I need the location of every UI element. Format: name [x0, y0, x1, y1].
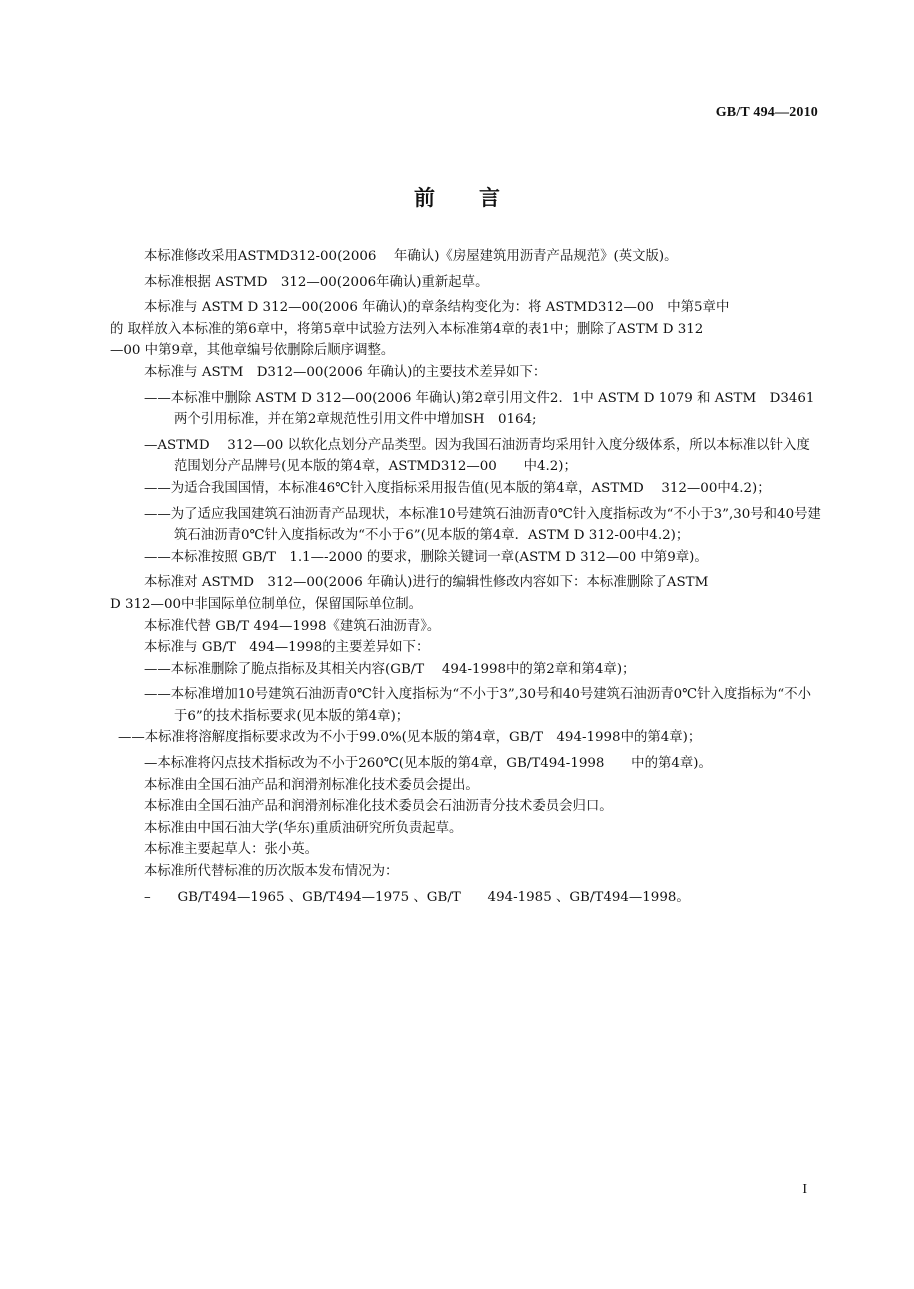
paragraph: 本标准修改采用ASTMD312-00(2006 年确认)《房屋建筑用沥青产品规范》(英文版)。	[144, 249, 678, 264]
list-item: —ASTMD 312—00 以软化点划分产品类型。因为我国石油沥青均采用针入度分级体系，所以本标准以针入度范围划分产品牌号(见本版的第4章，ASTMD312—00 中4.2)；	[144, 437, 810, 475]
paragraph: 本标准与 GB/T 494—1998的主要差异如下：	[144, 640, 430, 656]
standard-code: GB/T 494—2010	[715, 105, 818, 120]
list-item: ——本标准将溶解度指标要求改为不小于99.0%(见本版的第4章，GB/T 494-1998中的第4章)；	[118, 730, 702, 746]
list-item: ——本标准中删除 ASTM D 312—00(2006 年确认)第2章引用文件2．1中 ASTM D 1079 和 ASTM D3461 两个引用标准，并在第2章规范性引用文件中增加SH 0164;	[144, 390, 815, 428]
document-body	[110, 246, 822, 908]
paragraph: 本标准根据 ASTMD 312—00(2006年确认)重新起草。	[144, 274, 489, 290]
list-item: ——为了适应我国建筑石油沥青产品现状，本标准10号建筑石油沥青0℃针入度指标改为“不小于3”,30号和40号建筑石油沥青0℃针入度指标改为“不小于6”(见本版的第4章．ASTM D 312-00中4.2)；	[144, 506, 821, 544]
paragraph: 本标准主要起草人：张小英。	[144, 842, 319, 858]
paragraph: 的 取样放入本标准的第6章中，将第5章中试验方法列入本标准第4章的表1中；删除了ASTM D 312	[110, 321, 704, 337]
list-item: ——本标准删除了脆点指标及其相关内容(GB/T 494-1998中的第2章和第4章)；	[144, 661, 636, 677]
paragraph: 本标准由全国石油产品和润滑剂标准化技术委员会提出。	[144, 777, 479, 793]
list-item: ——为适合我国国情，本标准46℃针入度指标采用报告值(见本版的第4章，ASTMD 312—00中4.2)；	[144, 480, 771, 496]
list-item: —本标准将闪点技术指标改为不小于260℃(见本版的第4章，GB/T494-1998 中的第4章)。	[144, 756, 712, 772]
paragraph: 本标准代替 GB/T 494—1998《建筑石油沥青》。	[144, 618, 441, 634]
page-number: I	[802, 1182, 807, 1197]
paragraph: —00 中第9章，其他章编号依删除后顺序调整。	[110, 343, 395, 359]
list-item: – GB/T494—1965 、GB/T494—1975 、GB/T 494-1985 、GB/T494—1998。	[144, 889, 690, 905]
paragraph: 本标准所代替标准的历次版本发布情况为：	[144, 864, 399, 880]
paragraph: 本标准与 ASTM D312—00(2006 年确认)的主要技术差异如下：	[144, 364, 547, 380]
list-item: ——本标准增加10号建筑石油沥青0℃针入度指标为“不小于3”,30号和40号建筑石油沥青0℃针入度指标为“不小于6”的技术指标要求(见本版的第4章)；	[144, 687, 812, 724]
paragraph: 本标准由中国石油大学(华东)重质油研究所负责起草。	[144, 820, 463, 836]
list-item: ——本标准按照 GB/T 1.1—-2000 的要求，删除关键词一章(ASTM D 312—00 中第9章)。	[144, 549, 708, 565]
paragraph: 本标准与 ASTM D 312—00(2006 年确认)的章条结构变化为：将 ASTMD312—00 中第5章中	[144, 300, 730, 316]
paragraph: 本标准对 ASTMD 312—00(2006 年确认)进行的编辑性修改内容如下：本标准删除了ASTM	[144, 575, 709, 591]
page-title: 前言	[414, 186, 544, 210]
paragraph: 本标准由全国石油产品和润滑剂标准化技术委员会石油沥青分技术委员会归口。	[144, 799, 613, 815]
paragraph: D 312—00中非国际单位制单位，保留国际单位制。	[110, 596, 423, 612]
